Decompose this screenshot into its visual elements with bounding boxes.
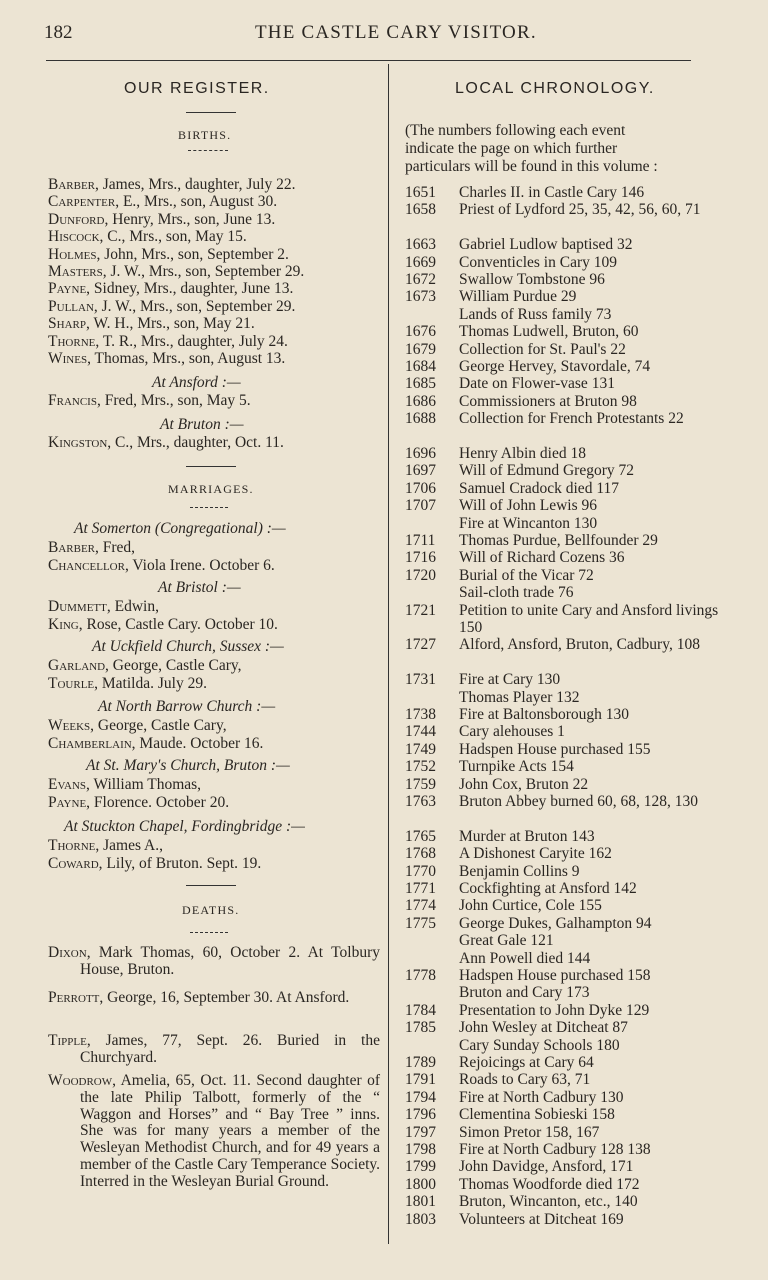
entry-event: Conventicles in Cary 109: [459, 253, 617, 271]
entry-text: , C., Mrs., son, May 15.: [99, 228, 247, 246]
entry-year: 1794: [405, 1088, 436, 1106]
marriages-rule: [186, 466, 236, 467]
entry-event: Will of John Lewis 96: [459, 497, 598, 515]
column-divider: [388, 64, 389, 1244]
entry-event: Date on Flower-vase 131: [459, 375, 615, 393]
entry-event: John Wesley at Ditcheat 87: [459, 1019, 628, 1037]
running-title: THE CASTLE CARY VISITOR.: [255, 22, 537, 43]
intro-line: (The numbers following each event: [405, 122, 626, 139]
entry-year: 1731: [405, 671, 436, 689]
entry-event: Presentation to John Dyke 129: [459, 1001, 650, 1019]
entry-text: , Matilda. July 29.: [94, 675, 207, 692]
entry-year: 1799: [405, 1158, 436, 1176]
entry-event: Bruton, Wincanton, etc., 140: [459, 1193, 638, 1211]
entry-surname: Pullan: [48, 297, 94, 315]
marriages-dash: [190, 507, 228, 508]
death-entry: [48, 990, 380, 1007]
entry-year: 1676: [405, 323, 436, 341]
deaths-dash: [190, 932, 228, 933]
entry-event: Fire at Baltonsborough 130: [459, 706, 630, 723]
entry-surname: Tipple: [48, 1032, 87, 1049]
entry-event: Clementina Sobieski 158: [459, 1106, 615, 1124]
entry-event: Collection for French Protestants 22: [459, 410, 684, 428]
entry-text: , J. W., Mrs., son, September 29.: [93, 297, 296, 315]
marriage-place: At Stuckton Chapel, Fordingbridge :—: [64, 818, 305, 835]
entry-year: 1774: [405, 897, 436, 915]
birth-entry: [48, 228, 247, 246]
marriage-place: At St. Mary's Church, Bruton :—: [86, 757, 290, 774]
entry-event: Rejoicings at Cary 64: [459, 1054, 594, 1071]
entry-year: 1801: [405, 1193, 436, 1211]
entry-surname: Barber: [48, 539, 96, 556]
entry-surname: Carpenter: [48, 193, 116, 211]
entry-event: John Davidge, Ansford, 171: [459, 1158, 634, 1176]
entry-year: 1697: [405, 462, 436, 480]
entry-event: Commissioners at Bruton 98: [459, 392, 637, 410]
entry-surname: Dummett: [48, 598, 107, 615]
marriage-entry: [48, 717, 227, 735]
entry-surname: Masters: [48, 263, 103, 280]
entry-event: Fire at Wincanton 130: [459, 514, 598, 532]
entry-text: , George, Castle Cary,: [105, 657, 242, 674]
entry-event: Benjamin Collins 9: [459, 862, 580, 880]
marriage-entry: [48, 735, 263, 753]
birth-entry: [48, 298, 295, 316]
entry-event: Will of Edmund Gregory 72: [459, 462, 635, 480]
birth-entry-bruton: Kingston, C., Mrs., daughter, Oct. 11.: [48, 434, 284, 451]
marriage-entry: [48, 776, 201, 794]
birth-entry: [48, 315, 255, 333]
marriage-entry: [48, 598, 159, 616]
entry-surname: Weeks: [48, 717, 91, 734]
death-entry: [48, 1073, 380, 1191]
entry-year: 1771: [405, 880, 436, 897]
entry-text: , James A.,: [95, 837, 163, 854]
entry-event: Samuel Cradock died 117: [459, 479, 619, 497]
entry-event: Charles II. in Castle Cary 146: [459, 184, 645, 201]
entry-text: , Viola Irene. October 6.: [124, 557, 275, 574]
entry-year: 1800: [405, 1175, 436, 1193]
place-label-bruton: At Bruton :—: [160, 416, 244, 433]
entry-text: , Amelia, 65, Oct. 11. Second daughter of the late Philip Talbott, formerly of the “ Waggon and Horses” and “ Bay Tree ” inns. She was for many years a member of the Wesleyan Methodist Church, and for 49 years a member of the Castle Cary Temperance Society. Interred in the Wesleyan Burial Ground.: [80, 1072, 380, 1190]
entry-year: 1727: [405, 636, 436, 654]
entry-event: Thomas Woodforde died 172: [459, 1175, 640, 1193]
chronology-intro: [405, 122, 735, 176]
entry-year: 1791: [405, 1071, 436, 1089]
entry-surname: Perrott: [48, 989, 100, 1006]
marriage-place: At Bristol :—: [158, 579, 241, 596]
entry-text: , George, 16, September 30. At Ansford.: [99, 989, 350, 1006]
entry-event: Alford, Ansford, Bruton, Cadbury, 108: [459, 636, 700, 654]
entry-year: 1796: [405, 1106, 436, 1124]
entry-event: John Curtice, Cole 155: [459, 897, 602, 915]
entry-year: 1686: [405, 392, 436, 410]
death-entry: [48, 945, 380, 979]
births-heading: BIRTHS.: [178, 128, 232, 142]
entry-year: 1797: [405, 1123, 436, 1141]
entry-event: George Hervey, Stavordale, 74: [459, 358, 651, 375]
entry-surname: Hiscock: [48, 228, 100, 246]
entry-surname: Thorne: [48, 332, 96, 350]
marriages-heading: MARRIAGES.: [168, 482, 254, 496]
header-rule: [46, 60, 691, 61]
marriage-entry: [48, 837, 163, 855]
entry-event: Collection for St. Paul's 22: [459, 340, 626, 358]
entry-year: 1785: [405, 1019, 436, 1037]
entry-year: 1684: [405, 358, 436, 375]
birth-entry: [48, 193, 277, 211]
death-entry: [48, 1033, 380, 1067]
entry-surname: Sharp: [48, 315, 86, 333]
heading-rule: [186, 112, 236, 113]
marriage-entry: [48, 557, 275, 575]
entry-text: , E., Mrs., son, August 30.: [115, 193, 278, 211]
entry-surname: Chancellor: [48, 557, 125, 574]
entry-year: 1778: [405, 967, 436, 984]
entry-text: , Fred,: [95, 539, 136, 556]
page-header: [0, 18, 768, 48]
entry-surname: Barber: [48, 176, 96, 193]
entry-event: Bruton and Cary 173: [459, 984, 590, 1002]
entry-event: Will of Richard Cozens 36: [459, 549, 625, 567]
marriage-place: At North Barrow Church :—: [98, 698, 276, 715]
entry-event: Hadspen House purchased 155: [459, 740, 651, 758]
entry-text: , Lily, of Bruton. Sept. 19.: [98, 855, 262, 872]
marriage-place: At Uckfield Church, Sussex :—: [92, 638, 284, 655]
entry-year: 1685: [405, 375, 436, 393]
entry-year: 1752: [405, 758, 436, 776]
entry-event: Burial of the Vicar 72: [459, 566, 594, 584]
marriage-entry: [48, 855, 261, 873]
entry-text: , Rose, Castle Cary. October 10.: [78, 616, 278, 633]
entry-year: 1759: [405, 775, 436, 793]
entry-event: Cary alehouses 1: [459, 723, 565, 741]
birth-entry: [48, 333, 288, 351]
entry-year: 1663: [405, 236, 436, 254]
entry-year: 1669: [405, 253, 436, 271]
entry-text: , Maude. October 16.: [131, 735, 264, 752]
entry-event: Turnpike Acts 154: [459, 758, 574, 776]
entry-text: , Florence. October 20.: [86, 794, 230, 811]
birth-entry: [48, 280, 293, 298]
deaths-heading: DEATHS.: [182, 903, 240, 917]
deaths-rule: [186, 885, 236, 886]
entry-surname: Dixon: [48, 944, 87, 961]
birth-entry: [48, 350, 285, 368]
entry-year: 1696: [405, 445, 436, 462]
entry-surname: Coward: [48, 855, 99, 872]
entry-year: 1711: [405, 532, 436, 549]
birth-entry: [48, 263, 304, 281]
entry-year: 1707: [405, 497, 436, 515]
entry-text: , William Thomas,: [86, 776, 202, 793]
entry-year: 1763: [405, 793, 436, 810]
entry-surname: Wines: [48, 350, 88, 367]
entry-surname: Tourle: [48, 675, 95, 692]
entry-text: , Henry, Mrs., son, June 13.: [104, 210, 276, 228]
entry-year: 1798: [405, 1141, 436, 1158]
entry-surname: Payne: [48, 280, 87, 298]
entry-year: 1744: [405, 723, 436, 741]
entry-text: , James, Mrs., daughter, July 22.: [95, 176, 296, 193]
entry-text: , J. W., Mrs., son, September 29.: [102, 263, 305, 280]
entry-text: , Thomas, Mrs., son, August 13.: [87, 350, 286, 367]
entry-event: George Dukes, Galhampton 94: [459, 914, 652, 932]
entry-event: Fire at North Cadbury 130: [459, 1088, 624, 1106]
entry-year: 1721: [405, 601, 436, 619]
entry-year: 1775: [405, 914, 436, 932]
entry-event: Fire at North Cadbury 128 138: [459, 1141, 651, 1158]
entry-event: Cary Sunday Schools 180: [459, 1036, 620, 1054]
entry-text: , Edwin,: [106, 598, 159, 615]
marriage-place: At Somerton (Congregational) :—: [74, 520, 286, 537]
place-label-ansford: At Ansford :—: [152, 374, 241, 391]
entry-year: 1738: [405, 706, 436, 723]
entry-surname: Thorne: [48, 837, 96, 854]
entry-event: Gabriel Ludlow baptised 32: [459, 236, 633, 254]
entry-event: Cockfighting at Ansford 142: [459, 880, 637, 897]
entry-surname: Chamberlain: [48, 735, 132, 752]
entry-event: Thomas Ludwell, Bruton, 60: [459, 323, 639, 341]
entry-text: , Sidney, Mrs., daughter, June 13.: [86, 280, 294, 298]
entry-year: 1749: [405, 740, 436, 758]
entry-event: Hadspen House purchased 158: [459, 967, 651, 984]
entry-year: 1789: [405, 1054, 436, 1071]
entry-year: 1803: [405, 1210, 436, 1228]
entry-year: 1716: [405, 549, 436, 567]
entry-event: Murder at Bruton 143: [459, 827, 595, 845]
entry-surname: Woodrow: [48, 1072, 113, 1089]
birth-entry-ansford: Francis, Fred, Mrs., son, May 5.: [48, 392, 251, 409]
entry-event: Fire at Cary 130: [459, 671, 561, 689]
entry-event: Lands of Russ family 73: [459, 305, 612, 323]
entry-text: , John, Mrs., son, September 2.: [96, 245, 289, 263]
birth-entry: [48, 211, 275, 229]
entry-year: 1765: [405, 827, 436, 845]
entry-surname: Garland: [48, 657, 106, 674]
entry-event: Thomas Player 132: [459, 688, 580, 706]
register-heading: OUR REGISTER.: [124, 80, 270, 97]
entry-event: Volunteers at Ditcheat 169: [459, 1210, 624, 1228]
birth-entry: [48, 176, 295, 194]
entry-event: William Purdue 29: [459, 288, 577, 306]
entry-event: Bruton Abbey burned 60, 68, 128, 130: [459, 793, 698, 810]
entry-event: John Cox, Bruton 22: [459, 775, 589, 793]
entry-event: Swallow Tombstone 96: [459, 271, 605, 288]
entry-text: , George, Castle Cary,: [90, 717, 227, 734]
entry-event: Roads to Cary 63, 71: [459, 1071, 591, 1089]
marriage-entry: [48, 657, 241, 675]
entry-event: Henry Albin died 18: [459, 445, 586, 462]
entry-year: 1768: [405, 845, 436, 863]
entry-surname: King: [48, 616, 79, 633]
entry-year: 1720: [405, 566, 436, 584]
entry-year: 1672: [405, 271, 436, 288]
entry-text: , W. H., Mrs., son, May 21.: [85, 315, 255, 333]
entry-year: 1673: [405, 288, 436, 306]
marriage-entry: [48, 539, 135, 557]
entry-year: 1651: [405, 184, 436, 201]
entry-surname: Dunford: [48, 210, 105, 228]
entry-event: Simon Pretor 158, 167: [459, 1123, 600, 1141]
entry-year: 1770: [405, 862, 436, 880]
entry-event: Great Gale 121: [459, 932, 554, 950]
marriage-entry: [48, 794, 229, 812]
page-number: 182: [44, 22, 73, 43]
births-dash: [188, 150, 228, 151]
entry-surname: Holmes: [48, 245, 97, 263]
birth-entry: [48, 246, 289, 264]
entry-surname: Evans: [48, 776, 86, 793]
chronology-heading: LOCAL CHRONOLOGY.: [455, 80, 655, 97]
entry-text: , T. R., Mrs., daughter, July 24.: [95, 332, 288, 350]
entry-text: , James, 77, Sept. 26. Buried in the Churchyard.: [80, 1032, 380, 1066]
entry-event: Ann Powell died 144: [459, 949, 591, 967]
entry-year: 1784: [405, 1001, 436, 1019]
entry-year: 1688: [405, 410, 436, 428]
intro-line: indicate the page on which further: [405, 140, 618, 157]
intro-line: particulars will be found in this volume :: [405, 158, 658, 175]
entry-surname: Payne: [48, 794, 87, 811]
marriage-entry: [48, 616, 278, 634]
marriage-entry: [48, 675, 207, 693]
entry-year: 1679: [405, 340, 436, 358]
entry-event: Priest of Lydford 25, 35, 42, 56, 60, 71: [459, 201, 701, 219]
entry-year: 1706: [405, 479, 436, 497]
entry-event: Petition to unite Cary and Ansford livings 150: [459, 601, 719, 637]
entry-text: , Mark Thomas, 60, October 2. At Tolbury House, Bruton.: [80, 944, 380, 978]
entry-event: Sail-cloth trade 76: [459, 584, 574, 602]
entry-event: A Dishonest Caryite 162: [459, 845, 612, 863]
entry-year: 1658: [405, 201, 436, 219]
entry-event: Thomas Purdue, Bellfounder 29: [459, 532, 658, 549]
